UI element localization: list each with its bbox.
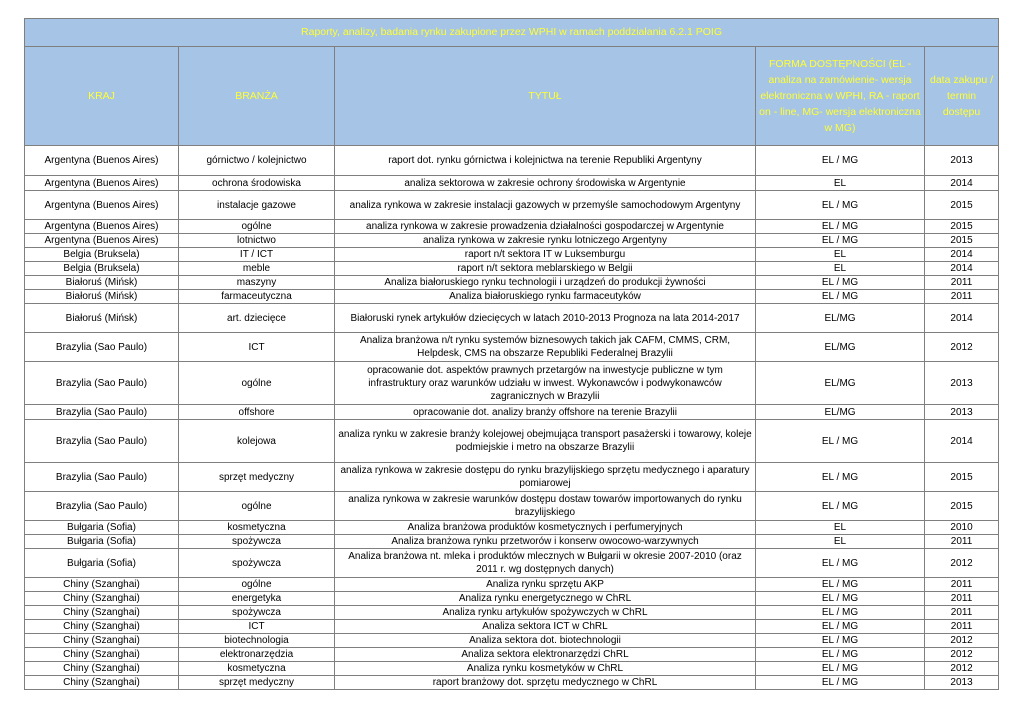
cell-branza: lotnictwo	[179, 234, 335, 248]
header-data: data zakupu / termin dostępu	[925, 47, 999, 146]
cell-branza: ICT	[179, 620, 335, 634]
cell-branza: energetyka	[179, 592, 335, 606]
cell-forma: EL/MG	[756, 405, 925, 420]
table-row	[25, 290, 999, 304]
cell-forma: EL / MG	[756, 578, 925, 592]
cell-data: 2013	[925, 362, 999, 405]
cell-forma: EL/MG	[756, 362, 925, 405]
cell-branza: kosmetyczna	[179, 521, 335, 535]
cell-branza: górnictwo / kolejnictwo	[179, 146, 335, 176]
cell-branza: biotechnologia	[179, 634, 335, 648]
table-row	[25, 549, 999, 578]
table-row	[25, 304, 999, 333]
cell-branza: instalacje gazowe	[179, 191, 335, 220]
cell-forma: EL / MG	[756, 191, 925, 220]
cell-tytul: analiza rynkowa w zakresie rynku lotniczego Argentyny	[335, 234, 756, 248]
cell-data: 2011	[925, 578, 999, 592]
cell-forma: EL	[756, 535, 925, 549]
cell-branza: kosmetyczna	[179, 662, 335, 676]
cell-kraj: Chiny (Szanghai)	[25, 578, 179, 592]
table-row	[25, 420, 999, 463]
cell-data: 2011	[925, 620, 999, 634]
cell-branza: spożywcza	[179, 535, 335, 549]
table-row	[25, 234, 999, 248]
table-row	[25, 535, 999, 549]
cell-branza: kolejowa	[179, 420, 335, 463]
table-row	[25, 220, 999, 234]
cell-kraj: Chiny (Szanghai)	[25, 606, 179, 620]
table-row	[25, 176, 999, 191]
cell-data: 2014	[925, 248, 999, 262]
cell-tytul: Analiza rynku sprzętu AKP	[335, 578, 756, 592]
cell-tytul: Analiza rynku energetycznego w ChRL	[335, 592, 756, 606]
cell-forma: EL	[756, 521, 925, 535]
cell-tytul: Analiza rynku artykułów spożywczych w ChRL	[335, 606, 756, 620]
cell-forma: EL / MG	[756, 492, 925, 521]
cell-data: 2014	[925, 304, 999, 333]
cell-tytul: opracowanie dot. analizy branży offshore na terenie Brazylii	[335, 405, 756, 420]
table-row	[25, 492, 999, 521]
table-row	[25, 662, 999, 676]
cell-data: 2015	[925, 492, 999, 521]
cell-branza: ICT	[179, 333, 335, 362]
cell-forma: EL / MG	[756, 549, 925, 578]
cell-data: 2015	[925, 191, 999, 220]
cell-kraj: Brazylia (Sao Paulo)	[25, 463, 179, 492]
cell-branza: meble	[179, 262, 335, 276]
cell-forma: EL / MG	[756, 606, 925, 620]
cell-tytul: Analiza branżowa nt. mleka i produktów mlecznych w Bułgarii w okresie 2007-2010 (oraz 2011 r. wg dostępnych danych)	[335, 549, 756, 578]
cell-forma: EL / MG	[756, 146, 925, 176]
cell-forma: EL / MG	[756, 463, 925, 492]
cell-branza: ogólne	[179, 578, 335, 592]
cell-tytul: analiza rynkowa w zakresie warunków dostępu dostaw towarów importowanych do rynku brazylijskiego	[335, 492, 756, 521]
cell-data: 2015	[925, 463, 999, 492]
table-row	[25, 648, 999, 662]
cell-forma: EL / MG	[756, 620, 925, 634]
cell-data: 2013	[925, 146, 999, 176]
cell-data: 2015	[925, 234, 999, 248]
cell-kraj: Białoruś (Mińsk)	[25, 276, 179, 290]
header-row	[25, 47, 999, 146]
cell-data: 2012	[925, 662, 999, 676]
table-row	[25, 362, 999, 405]
table-row	[25, 592, 999, 606]
cell-branza: spożywcza	[179, 606, 335, 620]
sheet-title: Raporty, analizy, badania rynku zakupione przez WPHI w ramach poddziałania 6.2.1 POIG	[25, 19, 999, 47]
cell-branza: offshore	[179, 405, 335, 420]
cell-data: 2011	[925, 276, 999, 290]
cell-tytul: Analiza branżowa n/t rynku systemów biznesowych takich jak CAFM, CMMS, CRM, Helpdesk, CMS na obszarze Republiki Federalnej Brazylii	[335, 333, 756, 362]
cell-branza: ogólne	[179, 362, 335, 405]
table-row	[25, 463, 999, 492]
cell-branza: ochrona środowiska	[179, 176, 335, 191]
cell-forma: EL / MG	[756, 234, 925, 248]
cell-forma: EL	[756, 176, 925, 191]
cell-kraj: Chiny (Szanghai)	[25, 648, 179, 662]
cell-data: 2011	[925, 535, 999, 549]
table-body	[25, 146, 999, 690]
cell-kraj: Chiny (Szanghai)	[25, 592, 179, 606]
cell-kraj: Chiny (Szanghai)	[25, 662, 179, 676]
cell-branza: farmaceutyczna	[179, 290, 335, 304]
cell-kraj: Bułgaria (Sofia)	[25, 535, 179, 549]
cell-branza: ogólne	[179, 492, 335, 521]
cell-kraj: Chiny (Szanghai)	[25, 634, 179, 648]
cell-forma: EL	[756, 262, 925, 276]
cell-branza: IT / ICT	[179, 248, 335, 262]
cell-kraj: Chiny (Szanghai)	[25, 620, 179, 634]
cell-data: 2014	[925, 176, 999, 191]
cell-data: 2012	[925, 648, 999, 662]
table-row	[25, 262, 999, 276]
header-tytul: TYTUŁ	[335, 47, 756, 146]
cell-kraj: Białoruś (Mińsk)	[25, 304, 179, 333]
cell-branza: maszyny	[179, 276, 335, 290]
cell-tytul: Analiza sektora elektronarzędzi ChRL	[335, 648, 756, 662]
cell-data: 2014	[925, 420, 999, 463]
table-row	[25, 634, 999, 648]
cell-tytul: Analiza rynku kosmetyków w ChRL	[335, 662, 756, 676]
cell-kraj: Brazylia (Sao Paulo)	[25, 492, 179, 521]
cell-kraj: Brazylia (Sao Paulo)	[25, 420, 179, 463]
cell-data: 2011	[925, 606, 999, 620]
cell-tytul: raport n/t sektora IT w Luksemburgu	[335, 248, 756, 262]
cell-tytul: raport branżowy dot. sprzętu medycznego w ChRL	[335, 676, 756, 690]
table-row	[25, 191, 999, 220]
cell-tytul: analiza rynku w zakresie branży kolejowej obejmująca transport pasażerski i towarowy, koleje podmiejskie i metro na obszarze Brazylii	[335, 420, 756, 463]
cell-tytul: raport n/t sektora meblarskiego w Belgii	[335, 262, 756, 276]
header-kraj: KRAJ	[25, 47, 179, 146]
header-forma: FORMA DOSTĘPNOŚCI (EL - analiza na zamówienie- wersja elektroniczna w WPHI, RA - raport on - line, MG- wersja elektroniczna w MG)	[756, 47, 925, 146]
cell-branza: spożywcza	[179, 549, 335, 578]
cell-tytul: analiza rynkowa w zakresie prowadzenia działalności gospodarczej w Argentynie	[335, 220, 756, 234]
cell-forma: EL/MG	[756, 304, 925, 333]
cell-kraj: Argentyna (Buenos Aires)	[25, 146, 179, 176]
cell-data: 2012	[925, 634, 999, 648]
cell-tytul: analiza sektorowa w zakresie ochrony środowiska w Argentynie	[335, 176, 756, 191]
cell-branza: art. dziecięce	[179, 304, 335, 333]
cell-kraj: Bułgaria (Sofia)	[25, 549, 179, 578]
cell-kraj: Bułgaria (Sofia)	[25, 521, 179, 535]
cell-data: 2010	[925, 521, 999, 535]
cell-data: 2015	[925, 220, 999, 234]
cell-kraj: Argentyna (Buenos Aires)	[25, 176, 179, 191]
cell-kraj: Argentyna (Buenos Aires)	[25, 191, 179, 220]
cell-kraj: Białoruś (Mińsk)	[25, 290, 179, 304]
report-table	[24, 18, 999, 690]
cell-data: 2013	[925, 676, 999, 690]
cell-kraj: Brazylia (Sao Paulo)	[25, 405, 179, 420]
cell-tytul: raport dot. rynku górnictwa i kolejnictwa na terenie Republiki Argentyny	[335, 146, 756, 176]
cell-forma: EL / MG	[756, 276, 925, 290]
title-row	[25, 19, 999, 47]
cell-forma: EL / MG	[756, 220, 925, 234]
cell-tytul: opracowanie dot. aspektów prawnych przetargów na inwestycje publiczne w tym infrastruktury oraz warunków udziału w inwest. Wykonawców i podwykonawców zagranicznych w Brazylii	[335, 362, 756, 405]
cell-forma: EL / MG	[756, 634, 925, 648]
cell-kraj: Belgia (Bruksela)	[25, 248, 179, 262]
cell-data: 2011	[925, 592, 999, 606]
table-row	[25, 333, 999, 362]
cell-kraj: Argentyna (Buenos Aires)	[25, 220, 179, 234]
cell-tytul: Analiza branżowa produktów kosmetycznych i perfumeryjnych	[335, 521, 756, 535]
table-row	[25, 405, 999, 420]
cell-tytul: Analiza białoruskiego rynku farmaceutyków	[335, 290, 756, 304]
cell-kraj: Argentyna (Buenos Aires)	[25, 234, 179, 248]
cell-kraj: Chiny (Szanghai)	[25, 676, 179, 690]
cell-forma: EL / MG	[756, 662, 925, 676]
cell-tytul: analiza rynkowa w zakresie dostępu do rynku brazylijskiego sprzętu medycznego i aparatury pomiarowej	[335, 463, 756, 492]
cell-kraj: Belgia (Bruksela)	[25, 262, 179, 276]
cell-forma: EL / MG	[756, 592, 925, 606]
cell-forma: EL/MG	[756, 333, 925, 362]
cell-tytul: Analiza branżowa rynku przetworów i konserw owocowo-warzywnych	[335, 535, 756, 549]
cell-kraj: Brazylia (Sao Paulo)	[25, 362, 179, 405]
table-row	[25, 276, 999, 290]
table-row	[25, 606, 999, 620]
cell-tytul: Analiza sektora ICT w ChRL	[335, 620, 756, 634]
cell-branza: sprzęt medyczny	[179, 463, 335, 492]
table-row	[25, 146, 999, 176]
cell-tytul: Białoruski rynek artykułów dziecięcych w latach 2010-2013 Prognoza na lata 2014-2017	[335, 304, 756, 333]
table-row	[25, 676, 999, 690]
cell-forma: EL / MG	[756, 676, 925, 690]
cell-tytul: analiza rynkowa w zakresie instalacji gazowych w przemyśle samochodowym Argentyny	[335, 191, 756, 220]
cell-data: 2012	[925, 549, 999, 578]
table-row	[25, 248, 999, 262]
table-row	[25, 578, 999, 592]
cell-forma: EL / MG	[756, 648, 925, 662]
header-branza: BRANŻA	[179, 47, 335, 146]
cell-data: 2014	[925, 262, 999, 276]
cell-branza: sprzęt medyczny	[179, 676, 335, 690]
cell-data: 2011	[925, 290, 999, 304]
cell-branza: ogólne	[179, 220, 335, 234]
cell-tytul: Analiza sektora dot. biotechnologii	[335, 634, 756, 648]
table-row	[25, 620, 999, 634]
cell-data: 2013	[925, 405, 999, 420]
cell-kraj: Brazylia (Sao Paulo)	[25, 333, 179, 362]
cell-branza: elektronarzędzia	[179, 648, 335, 662]
cell-forma: EL / MG	[756, 420, 925, 463]
cell-forma: EL / MG	[756, 290, 925, 304]
table-row	[25, 521, 999, 535]
cell-data: 2012	[925, 333, 999, 362]
cell-tytul: Analiza białoruskiego rynku technologii i urządzeń do produkcji żywności	[335, 276, 756, 290]
cell-forma: EL	[756, 248, 925, 262]
